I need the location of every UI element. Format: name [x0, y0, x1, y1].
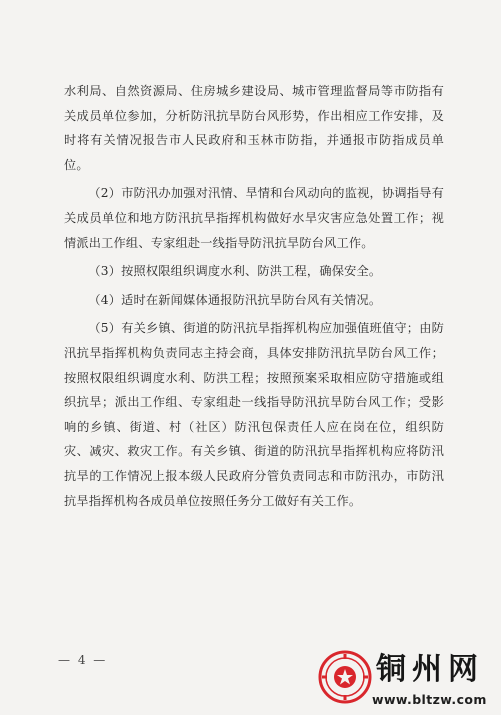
watermark-site-name: 铜州网	[376, 652, 484, 687]
body-text	[64, 79, 444, 513]
paragraph-item-2: （2）市防汛办加强对汛情、旱情和台风动向的监视，协调指导有关成员单位和地方防汛抗旱指挥机构做好水旱灾害应急处置工作；视情派出工作组、专家组赴一线指导防汛抗旱防台风工作。	[64, 186, 444, 250]
page-number: — 4 —	[58, 653, 108, 667]
seal-logo-icon	[318, 650, 372, 704]
paragraph-item-5: （5）有关乡镇、街道的防汛抗旱指挥机构应加强值班值守；由防汛抗旱指挥机构负责同志主持会商，具体安排防汛抗旱防台风工作；按照权限组织调度水利、防洪工程；按照预案采取相应防守措施或组织抗旱；派出工作组、专家组赴一线指导防汛抗旱防台风工作；受影响的乡镇、街道、村（社区）防汛包保责任人应在岗在位，组织防灾、减灾、救灾工作。有关乡镇、街道的防汛抗旱指挥机构应将防汛抗旱的工作情况上报本级人民政府分管负责同志和市防汛办，市防汛抗旱指挥机构各成员单位按照任务分工做好有关工作。	[64, 321, 444, 508]
site-watermark	[318, 648, 498, 714]
paragraph-continued: 水利局、自然资源局、住房城乡建设局、城市管理监督局等市防指有关成员单位参加，分析防汛抗旱防台风形势，作出相应工作安排，及时将有关情况报告市人民政府和玉林市防指，并通报市防指成员单位。	[64, 84, 444, 172]
paragraph-item-3: （3）按照权限组织调度水利、防洪工程，确保安全。	[88, 264, 382, 279]
paragraph-item-4: （4）适时在新闻媒体通报防汛抗旱防台风有关情况。	[88, 292, 382, 307]
watermark-url: www.bltzw.com	[372, 692, 487, 707]
